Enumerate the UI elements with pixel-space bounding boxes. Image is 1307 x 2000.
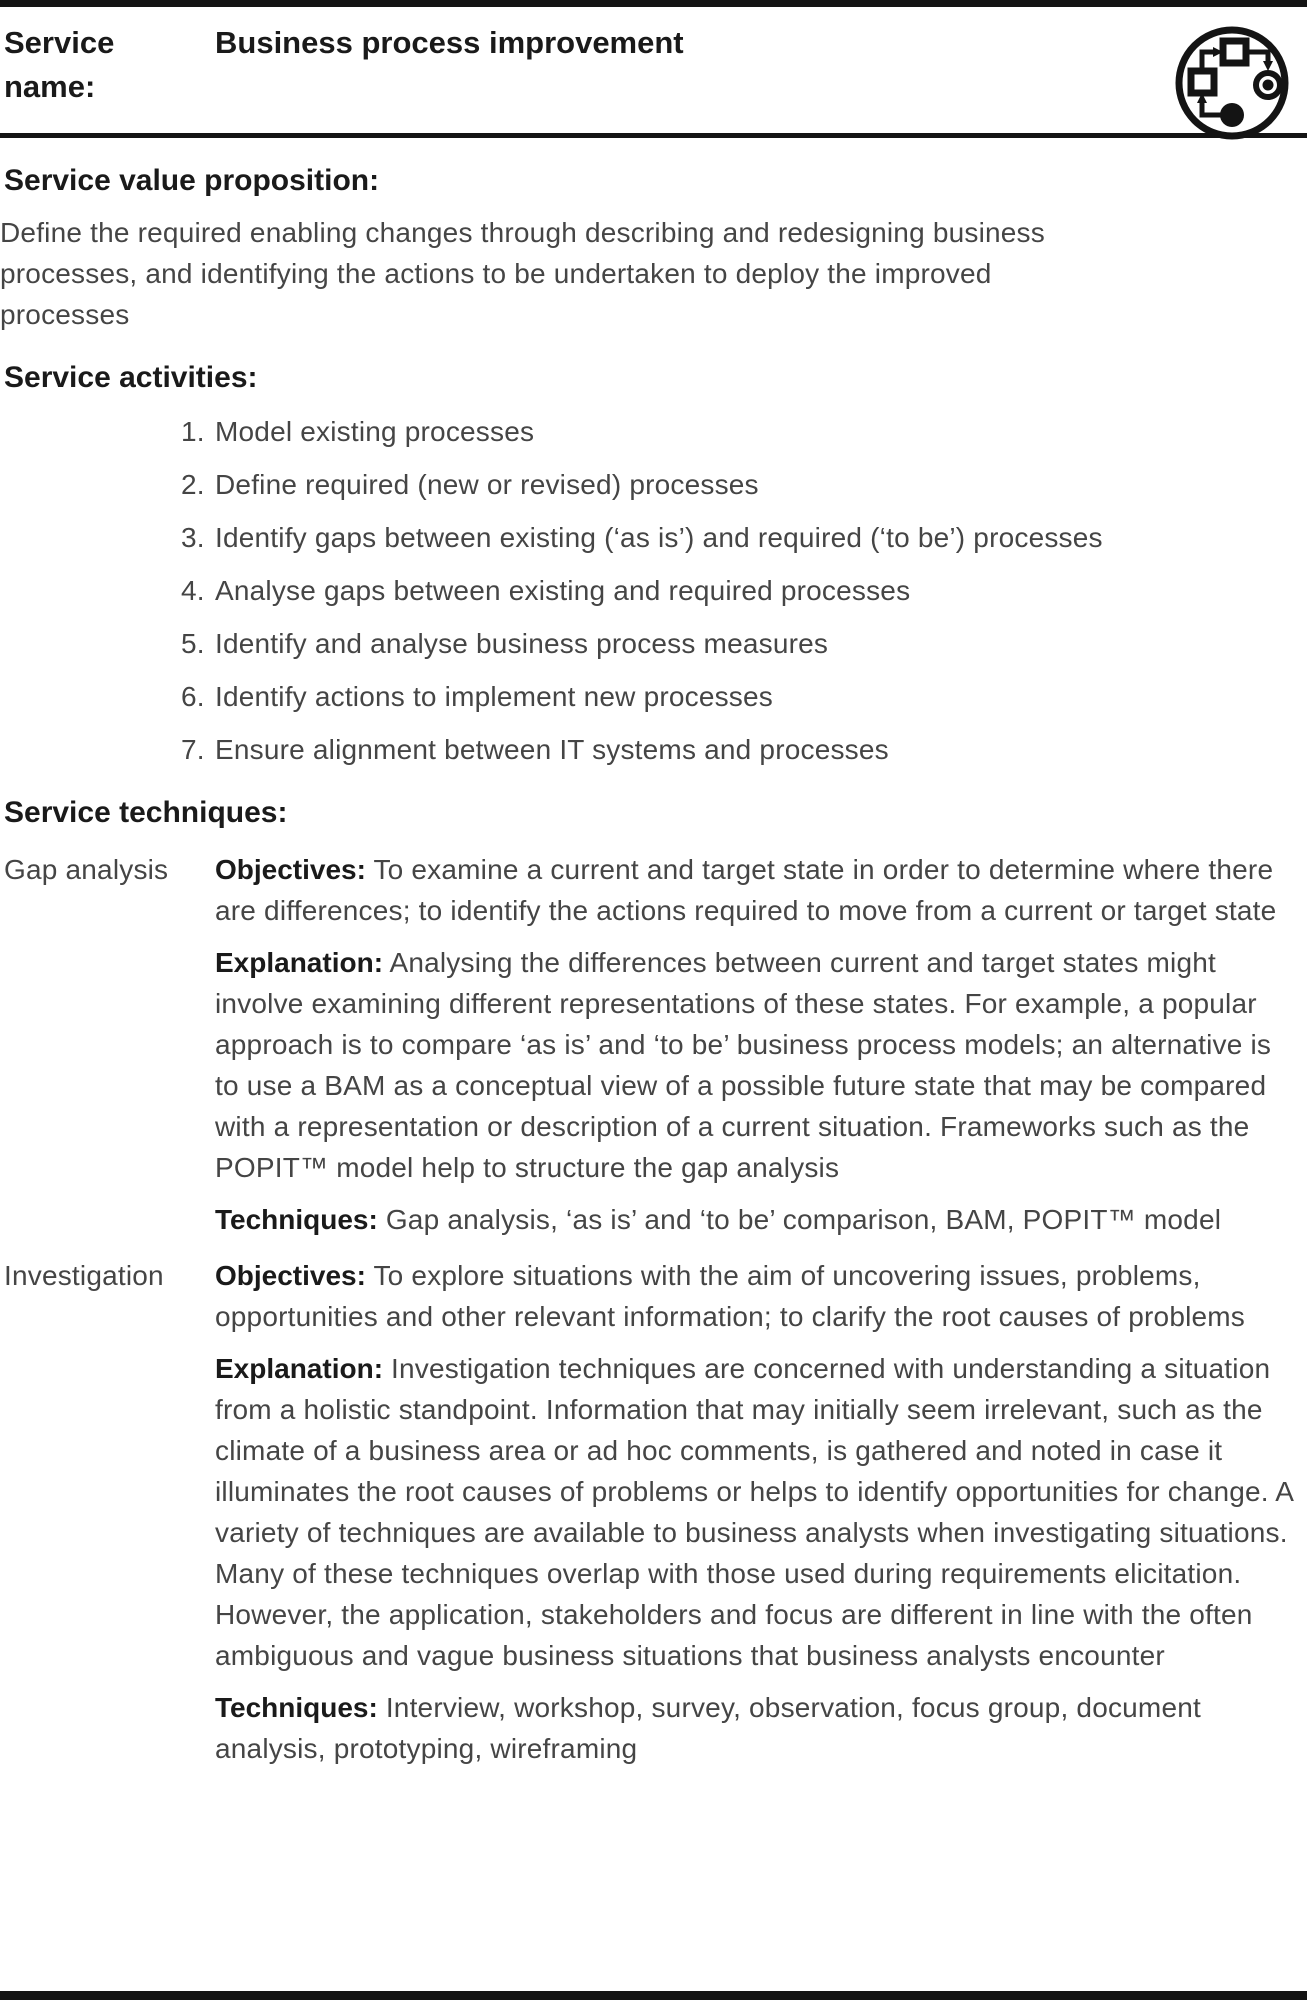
list-item-number: 3. bbox=[181, 522, 205, 553]
explanation-label: Explanation: bbox=[215, 947, 384, 978]
list-item-text: Ensure alignment between IT systems and processes bbox=[215, 734, 889, 765]
list-item bbox=[181, 411, 1296, 452]
objectives-text: To examine a current and target state in order to determine where there are differences; to identify the actions required to move from a current or target state bbox=[215, 854, 1277, 926]
list-item-number: 5. bbox=[181, 628, 205, 659]
list-item-text: Identify gaps between existing (‘as is’) and required (‘to be’) processes bbox=[215, 522, 1103, 553]
explanation-text: Analysing the differences between current and target states might involve examining different representations of these states. For example, a popular approach is to compare ‘as is’ and ‘to be’ business process models; an alternative is to use a BAM as a conceptual view of a possible future state that may be compared with a representation or description of a current situation. Frameworks such as the POPIT™ model help to structure the gap analysis bbox=[215, 947, 1272, 1183]
bottom-rule bbox=[0, 1991, 1307, 2000]
list-item-number: 2. bbox=[181, 469, 205, 500]
technique-row-investigation bbox=[0, 1255, 1307, 1769]
list-item bbox=[181, 570, 1296, 611]
page-title: Business process improvement bbox=[215, 25, 684, 60]
list-item-text: Model existing processes bbox=[215, 416, 535, 447]
technique-label: Gap analysis bbox=[4, 854, 169, 885]
list-item-text: Analyse gaps between existing and required processes bbox=[215, 575, 911, 606]
list-item-number: 4. bbox=[181, 575, 205, 606]
list-item bbox=[181, 517, 1296, 558]
explanation-label: Explanation: bbox=[215, 1353, 384, 1384]
header-divider-rule bbox=[0, 133, 1307, 138]
explanation-text: Investigation techniques are concerned with understanding a situation from a holistic standpoint. Information that may initially seem irrelevant, such as the climate of a business area or ad hoc comments, is gathered and noted in case it illuminates the root causes of problems or helps to identify opportunities for change. A variety of techniques are available to business analysts when investigating situations. Many of these techniques overlap with those used during requirements elicitation. However, the application, stakeholders and focus are different in line with the often ambiguous and vague business situations that business analysts encounter bbox=[215, 1353, 1293, 1671]
techniques-heading: Service techniques: bbox=[4, 796, 288, 829]
techniques-text: Interview, workshop, survey, observation, focus group, document analysis, prototyping, wireframing bbox=[215, 1692, 1201, 1764]
top-rule bbox=[0, 0, 1307, 7]
service-name-label bbox=[4, 21, 215, 109]
list-item bbox=[181, 729, 1296, 770]
list-item-number: 6. bbox=[181, 681, 205, 712]
header-row bbox=[0, 7, 1307, 133]
technique-body bbox=[215, 849, 1307, 1240]
list-item-number: 1. bbox=[181, 416, 205, 447]
objectives-paragraph bbox=[215, 1255, 1295, 1337]
list-item bbox=[181, 676, 1296, 717]
activities-list bbox=[181, 411, 1307, 770]
technique-body bbox=[215, 1255, 1307, 1769]
value-proposition-body: Define the required enabling changes through describing and redesigning business processes, and identifying the actions to be undertaken to deploy the improved processes bbox=[0, 217, 1045, 330]
objectives-label: Objectives: bbox=[215, 854, 366, 885]
process-flow-icon bbox=[1171, 23, 1293, 154]
activities-heading: Service activities: bbox=[4, 361, 258, 394]
techniques-paragraph bbox=[215, 1199, 1295, 1240]
service-name-label-text: Service name: bbox=[4, 25, 115, 104]
techniques-paragraph bbox=[215, 1687, 1295, 1769]
list-item-text: Define required (new or revised) processes bbox=[215, 469, 759, 500]
list-item-text: Identify actions to implement new processes bbox=[215, 681, 773, 712]
technique-row-gap-analysis bbox=[0, 849, 1307, 1240]
explanation-paragraph bbox=[215, 942, 1295, 1188]
techniques-label: Techniques: bbox=[215, 1204, 378, 1235]
list-item-number: 7. bbox=[181, 734, 205, 765]
objectives-paragraph bbox=[215, 849, 1295, 931]
objectives-label: Objectives: bbox=[215, 1260, 366, 1291]
list-item-text: Identify and analyse business process measures bbox=[215, 628, 829, 659]
techniques-label: Techniques: bbox=[215, 1692, 378, 1723]
technique-label: Investigation bbox=[4, 1260, 164, 1291]
techniques-text: Gap analysis, ‘as is’ and ‘to be’ comparison, BAM, POPIT™ model bbox=[385, 1204, 1222, 1235]
explanation-paragraph bbox=[215, 1348, 1295, 1676]
objectives-text: To explore situations with the aim of uncovering issues, problems, opportunities and other relevant information; to clarify the root causes of problems bbox=[215, 1260, 1246, 1332]
value-proposition-heading: Service value proposition: bbox=[4, 164, 380, 197]
list-item bbox=[181, 464, 1296, 505]
list-item bbox=[181, 623, 1296, 664]
